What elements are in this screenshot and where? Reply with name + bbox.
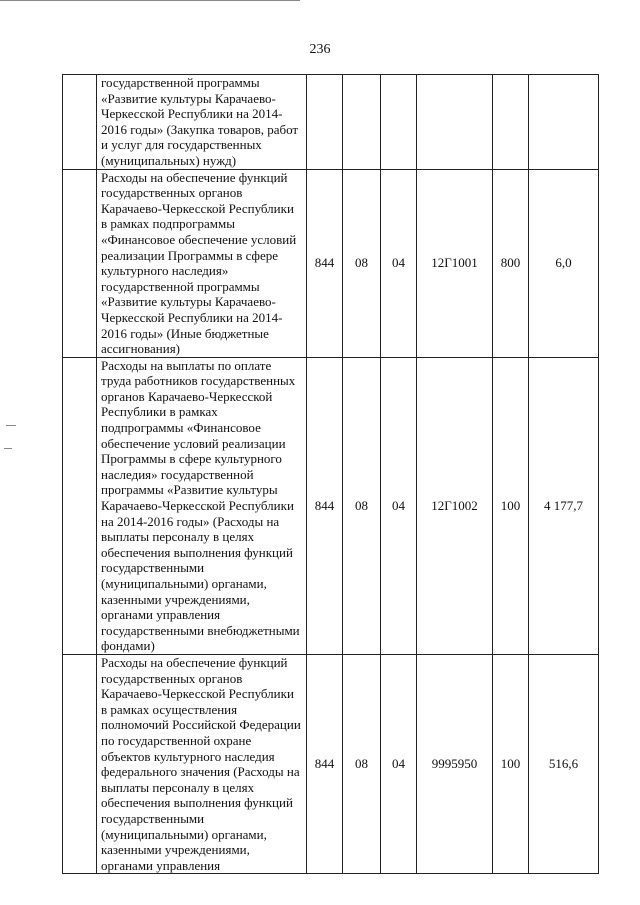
expense-type-cell: 100	[493, 357, 529, 654]
expense-type-cell: 800	[493, 169, 529, 357]
expense-type-cell: 100	[493, 654, 529, 873]
table-row	[63, 357, 599, 654]
subsection-code-cell: 04	[381, 357, 417, 654]
target-article-cell: 9995950	[417, 654, 493, 873]
target-article-cell: 12Г1002	[417, 357, 493, 654]
section-code-cell	[343, 75, 381, 170]
page-number: 236	[309, 42, 331, 57]
subsection-code-cell	[381, 75, 417, 170]
table-row	[63, 654, 599, 873]
ministry-code-cell: 844	[307, 654, 343, 873]
amount-cell	[529, 75, 599, 170]
amount-cell: 4 177,7	[529, 357, 599, 654]
scan-artifact	[4, 448, 12, 449]
row-number-cell	[63, 169, 97, 357]
section-code-cell: 08	[343, 169, 381, 357]
row-number-cell	[63, 75, 97, 170]
scan-artifact	[0, 0, 300, 1]
row-number-cell	[63, 654, 97, 873]
description-cell: Расходы на обеспечение функций государственных органов Карачаево-Черкесской Республики в рамках осуществления полномочий Российской Федерации по государственной охране объектов культурного наследия федерального значения (Расходы на выплаты персоналу в целях обеспечения выполнения функций государственными (муниципальными) органами, казенными учреждениями, органами управления	[97, 654, 307, 873]
subsection-code-cell: 04	[381, 654, 417, 873]
ministry-code-cell: 844	[307, 169, 343, 357]
amount-cell: 6,0	[529, 169, 599, 357]
ministry-code-cell	[307, 75, 343, 170]
description-cell: Расходы на выплаты по оплате труда работников государственных органов Карачаево-Черкесской Республики в рамках подпрограммы «Финансовое обеспечение условий реализации Программы в сфере культурного наследия» государственной программы «Развитие культуры Карачаево-Черкесской Республики на 2014-2016 годы» (Расходы на выплаты персоналу в целях обеспечения выполнения функций государственными (муниципальными) органами, казенными учреждениями, органами управления государственными внебюджетными фондами)	[97, 357, 307, 654]
table-row	[63, 75, 599, 170]
amount-cell: 516,6	[529, 654, 599, 873]
description-cell: Расходы на обеспечение функций государственных органов Карачаево-Черкесской Республики в рамках подпрограммы «Финансовое обеспечение условий реализации Программы в сфере культурного наследия» государственной программы «Развитие культуры Карачаево-Черкесской Республики на 2014-2016 годы» (Иные бюджетные ассигнования)	[97, 169, 307, 357]
table-row	[63, 169, 599, 357]
budget-table	[62, 74, 599, 874]
description-cell: государственной программы «Развитие культуры Карачаево-Черкесской Республики на 2014-2016 годы» (Закупка товаров, работ и услуг для государственных (муниципальных) нужд)	[97, 75, 307, 170]
section-code-cell: 08	[343, 357, 381, 654]
scan-artifact	[6, 425, 16, 426]
subsection-code-cell: 04	[381, 169, 417, 357]
target-article-cell: 12Г1001	[417, 169, 493, 357]
target-article-cell	[417, 75, 493, 170]
expense-type-cell	[493, 75, 529, 170]
row-number-cell	[63, 357, 97, 654]
ministry-code-cell: 844	[307, 357, 343, 654]
section-code-cell: 08	[343, 654, 381, 873]
